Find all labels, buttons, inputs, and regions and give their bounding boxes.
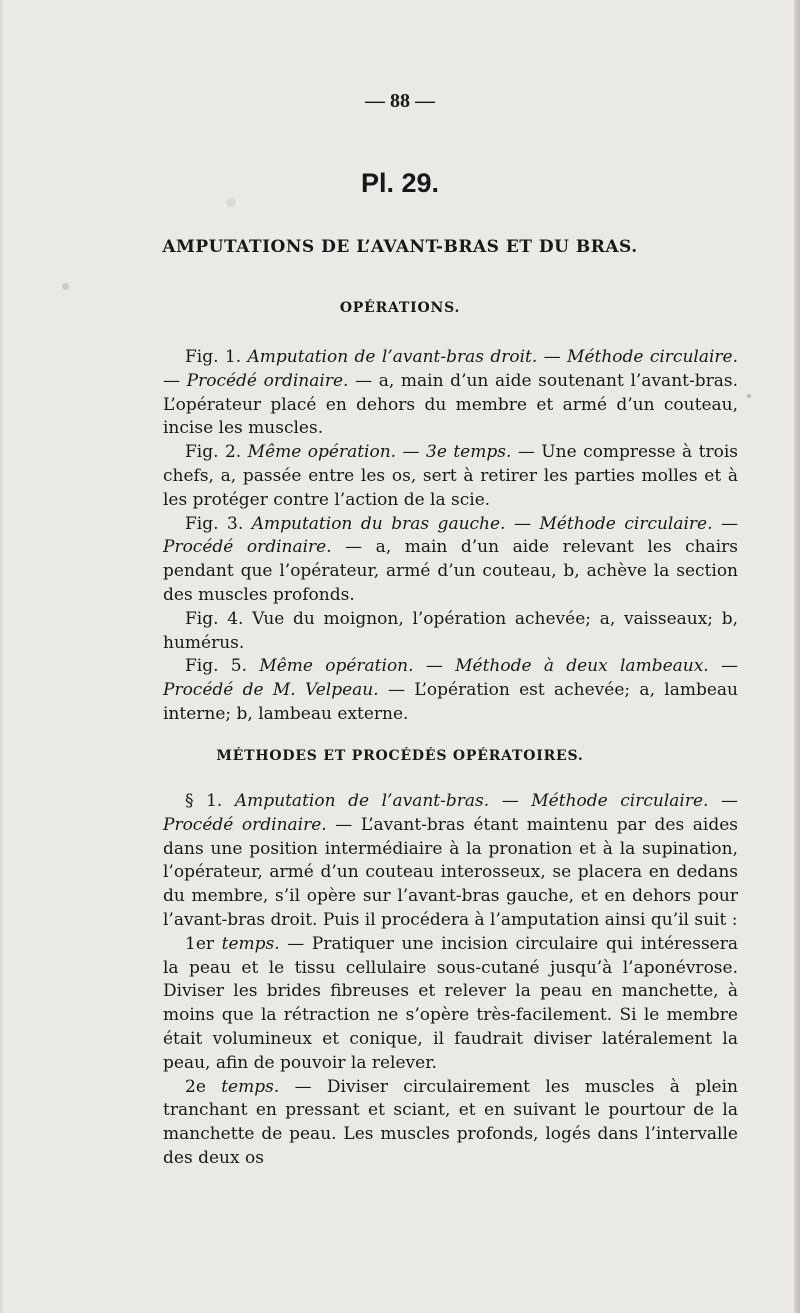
figure-paragraph — [163, 655, 738, 726]
plate-title: Pl. 29. — [360, 168, 440, 198]
figure-text: Vue du moignon, l’opération achevée; a, vaisseaux; b, humérus. — [163, 608, 739, 653]
method-caption: Amputation de l’avant-bras. — Méthode circulaire. — Procédé ordinaire. — [163, 791, 738, 835]
figure-text: — L’opération est achevée; a, lambeau interne; b, lambeau externe. — [163, 680, 738, 724]
method-text: — Pratiquer une incision circulaire qui intéressera la peau et le tissu cellulaire sous-cutané jusqu’à l’aponévrose. Diviser les brides fibreuses et relever la peau en manchette, à moins que la rétraction ne s’opère très-facilement. Si le membre était volumineux et conique, il faudrait diviser latéralement la peau, afin de pouvoir la relever. — [163, 933, 738, 1073]
paper-speck — [226, 198, 236, 207]
figure-paragraph — [163, 513, 738, 608]
section-heading-methods: MÉTHODES ET PROCÉDÉS OPÉRATOIRES. — [216, 748, 584, 764]
method-text: — Diviser circulairement les muscles à plein tranchant en pressant et sciant, et en suivant le pourtour de la manchette de peau. Les muscles profonds, logés dans l’intervalle des deux os — [163, 1076, 739, 1168]
figure-paragraph — [163, 346, 738, 441]
figure-caption: Même opération. — 3e temps. — [247, 442, 512, 463]
paper-speck — [747, 394, 751, 398]
paper-speck — [62, 283, 69, 290]
method-label: 2e — [185, 1076, 222, 1097]
method-paragraph — [163, 1076, 738, 1171]
figure-label: Fig. 5. — [185, 656, 260, 677]
method-label: 1er — [185, 933, 222, 954]
figure-caption: Amputation du bras gauche. — Méthode circulaire. — Procédé ordinaire. — [163, 513, 739, 558]
figure-label: Fig. 1. — [185, 347, 248, 367]
method-paragraph — [163, 790, 738, 933]
figure-caption: Même opération. — Méthode à deux lambeaux. — Procédé de M. Velpeau. — [163, 656, 738, 701]
page-number: — 88 — — [365, 90, 435, 112]
method-caption: temps. — [221, 1076, 280, 1097]
figure-label: Fig. 3. — [185, 513, 252, 534]
method-text: — L’avant-bras étant maintenu par des aides dans une position intermédiaire à la pronation et à la supination, l’opérateur, armé d’un couteau interosseux, se placera en dedans du membre, s’il opère sur l’avant-bras gauche, et en dehors pour l’avant-bras droit. Puis il procédera à l’amputation ainsi qu’il suit : — [163, 814, 739, 930]
figure-label: Fig. 4. — [185, 608, 253, 629]
figure-paragraph — [163, 608, 738, 656]
figure-text: — Une compresse à trois chefs, a, passée entre les os, sert à retirer les parties molles et à les protéger contre l’action de la scie. — [163, 442, 738, 510]
section-heading-operations: OPÉRATIONS. — [339, 300, 461, 316]
chapter-heading: AMPUTATIONS DE L’AVANT-BRAS ET DU BRAS. — [162, 237, 638, 257]
figure-paragraph — [163, 441, 738, 512]
method-paragraph — [163, 933, 738, 1076]
figure-label: Fig. 2. — [185, 442, 248, 463]
method-label: § 1. — [185, 791, 235, 811]
method-caption: temps. — [221, 933, 280, 954]
figure-descriptions — [163, 346, 738, 727]
figure-text: — a, main d’un aide relevant les chairs pendant que l’opérateur, armé d’un couteau, b, achève la section des muscles profonds. — [163, 537, 738, 605]
methods-text — [163, 790, 738, 1171]
figure-text: — a, main d’un aide soutenant l’avant-bras. L’opérateur placé en dehors du membre et armé d’un couteau, incise les muscles. — [163, 370, 738, 439]
figure-caption: Amputation de l’avant-bras droit. — Méthode circulaire. — Procédé ordinaire. — [163, 347, 739, 391]
